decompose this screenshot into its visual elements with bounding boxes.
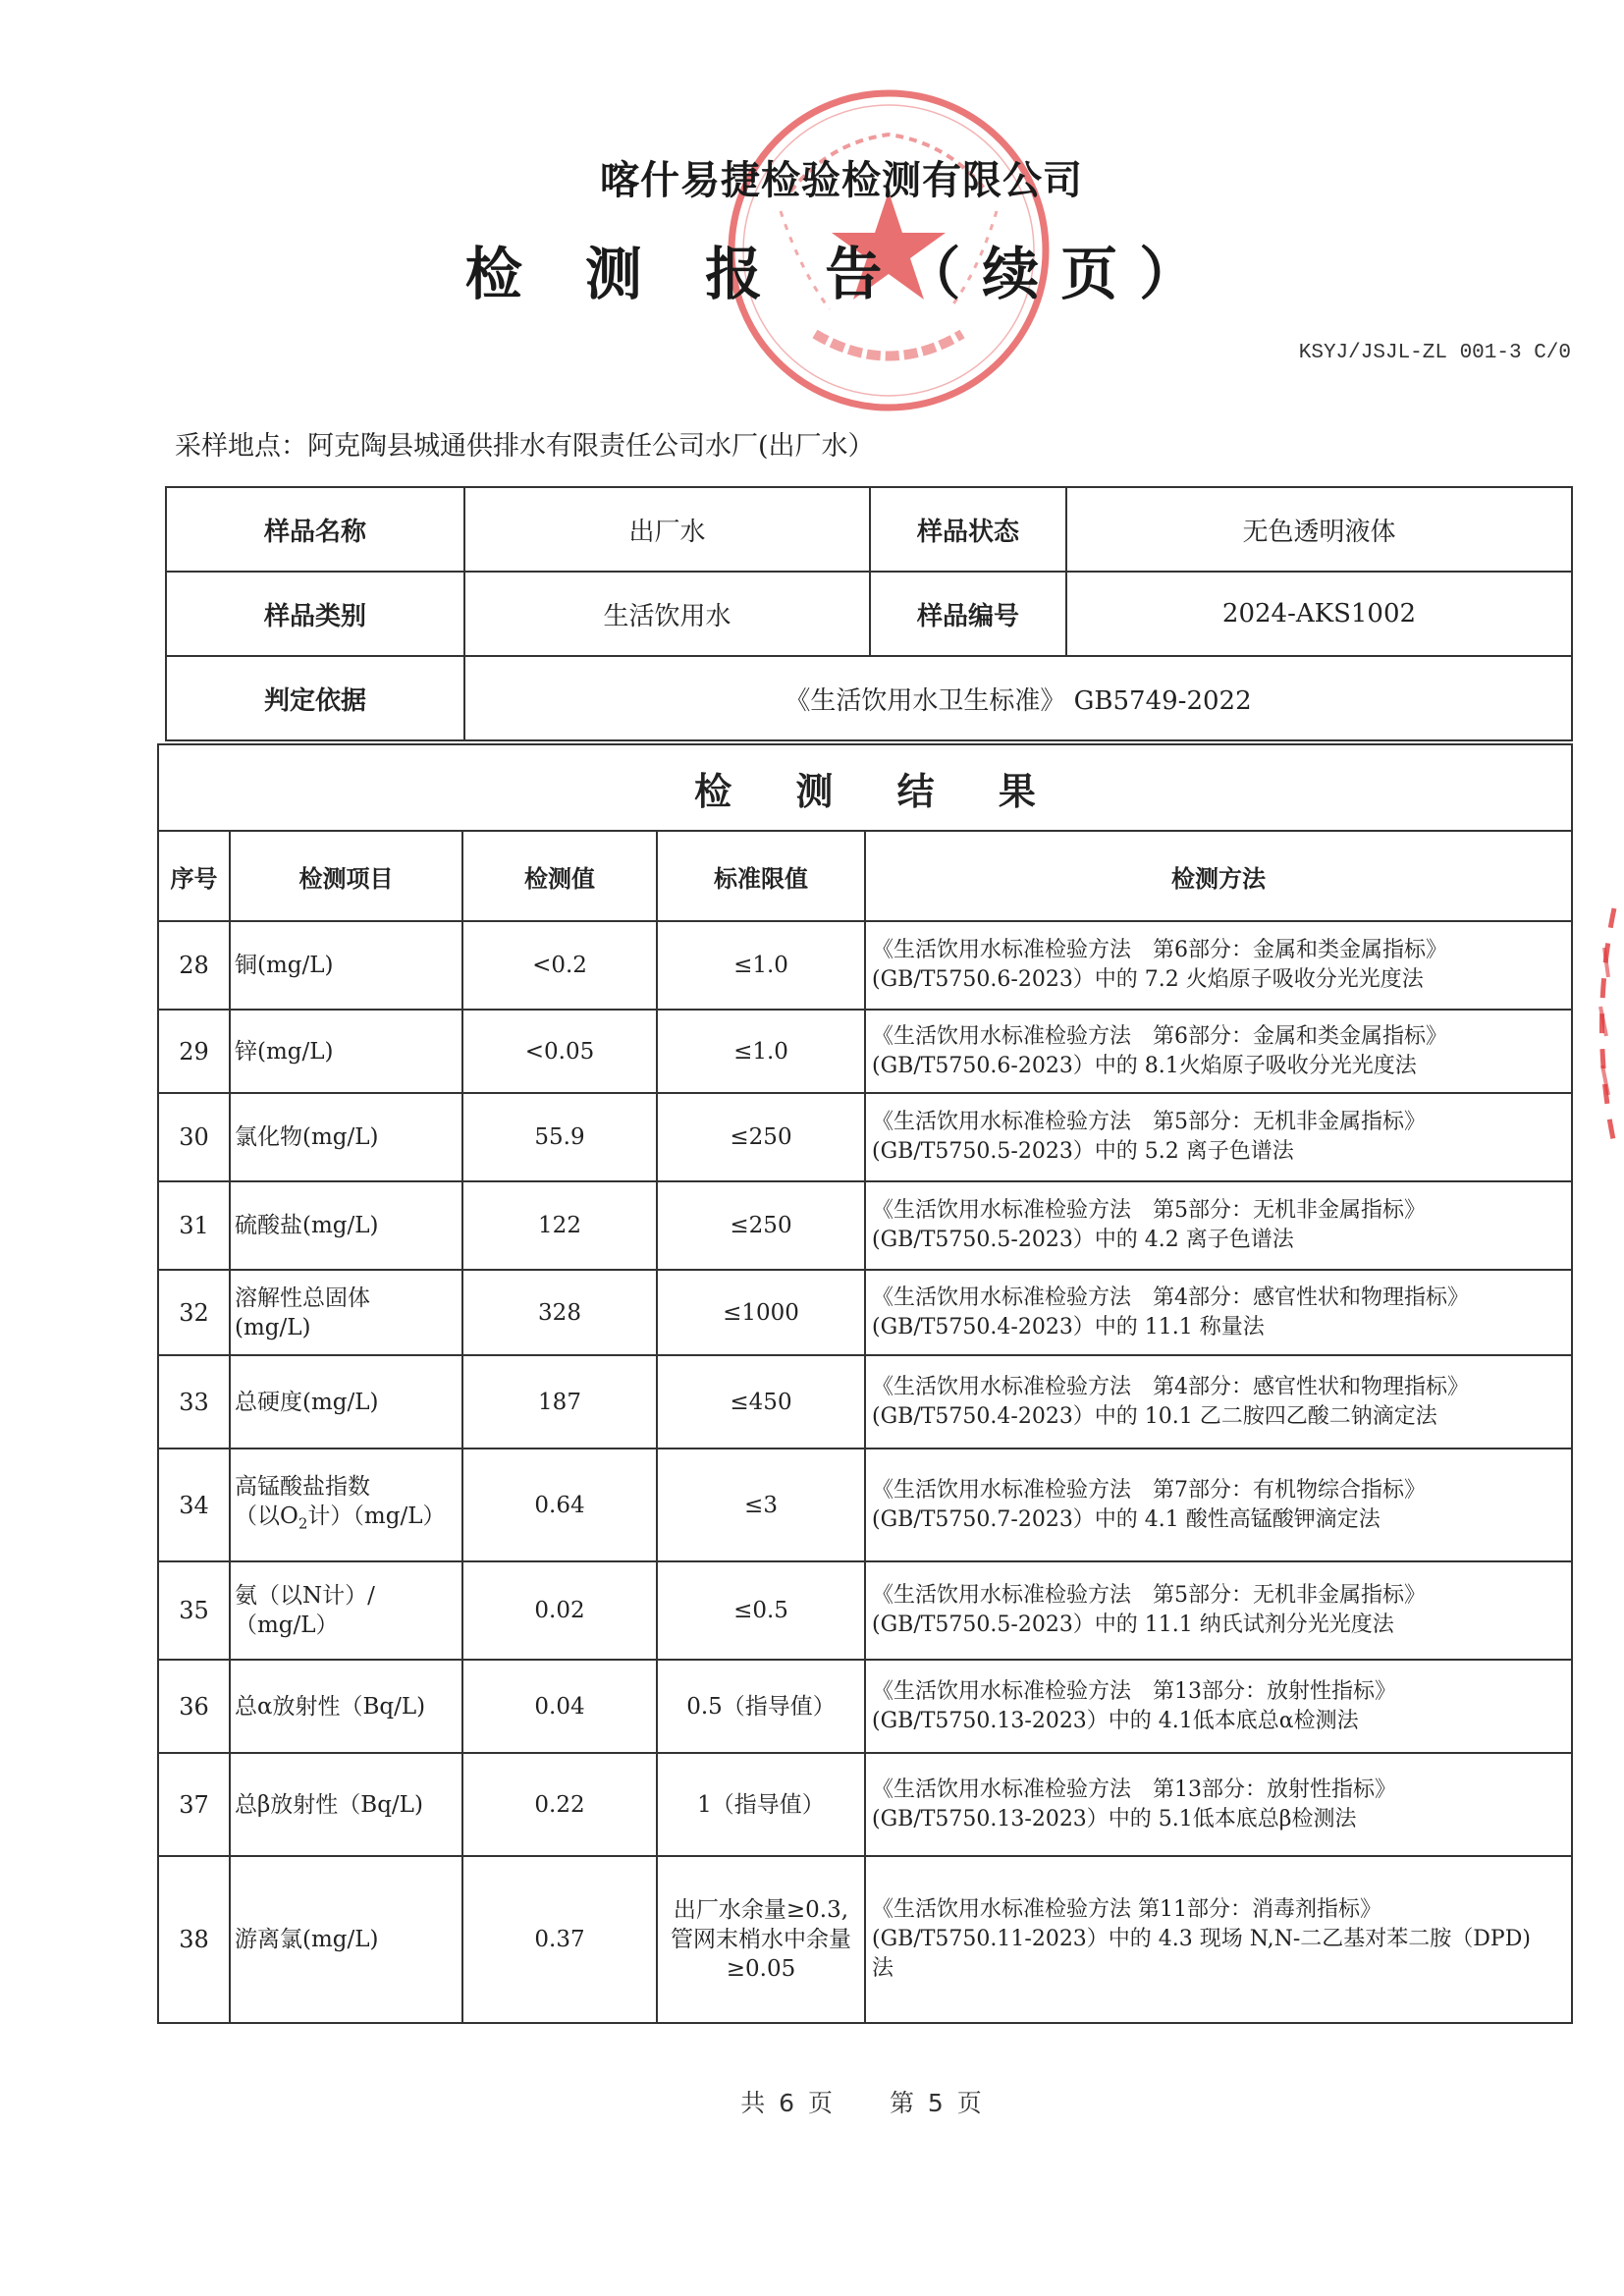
method-line: 《生活饮用水标准检验方法 第4部分：感官性状和物理指标》 bbox=[872, 1285, 1469, 1310]
sample-category-value: 生活饮用水 bbox=[464, 572, 870, 656]
sample-info-row bbox=[166, 656, 1572, 740]
company-name: 喀什易捷检验检测有限公司 bbox=[600, 158, 1083, 203]
sample-state-value: 无色透明液体 bbox=[1066, 487, 1572, 572]
method-line: 《生活饮用水标准检验方法 第5部分：无机非金属指标》 bbox=[872, 1583, 1426, 1608]
method-line: (GB/T5750.13-2023）中的 4.1低本底总α检测法 bbox=[872, 1708, 1359, 1733]
table-row bbox=[158, 1010, 1572, 1093]
row-item bbox=[230, 1561, 462, 1660]
limit-line: ≥0.05 bbox=[726, 1956, 796, 1982]
row-method bbox=[865, 1010, 1572, 1093]
row-no: 28 bbox=[158, 921, 230, 1010]
row-value: 187 bbox=[462, 1355, 657, 1449]
row-limit: ≤1.0 bbox=[657, 1010, 865, 1093]
row-method bbox=[865, 1355, 1572, 1449]
sample-name-value: 出厂水 bbox=[464, 487, 870, 572]
method-line: (GB/T5750.5-2023）中的 4.2 离子色谱法 bbox=[872, 1228, 1294, 1252]
col-header-item: 检测项目 bbox=[230, 831, 462, 921]
row-no: 35 bbox=[158, 1561, 230, 1660]
row-limit: ≤3 bbox=[657, 1449, 865, 1561]
sample-info-row bbox=[166, 487, 1572, 572]
row-limit: ≤1000 bbox=[657, 1270, 865, 1355]
method-line: 《生活饮用水标准检验方法 第11部分：消毒剂指标》 bbox=[872, 1897, 1381, 1922]
row-no: 38 bbox=[158, 1856, 230, 2023]
item-line: （以$O_2$计）（mg/L） bbox=[235, 1503, 446, 1533]
row-limit: 0.5（指导值） bbox=[657, 1660, 865, 1753]
row-method bbox=[865, 1660, 1572, 1753]
document-code: KSYJ/JSJL-ZL 001-3 C/0 bbox=[1298, 342, 1571, 364]
row-value: 0.37 bbox=[462, 1856, 657, 2023]
table-row bbox=[158, 1753, 1572, 1856]
row-value: 55.9 bbox=[462, 1093, 657, 1181]
row-value: 122 bbox=[462, 1181, 657, 1270]
limit-line: 出厂水余量≥0.3, bbox=[673, 1897, 849, 1923]
method-line: 《生活饮用水标准检验方法 第13部分：放射性指标》 bbox=[872, 1678, 1396, 1704]
limit-line: 管网末梢水中余量 bbox=[671, 1927, 851, 1952]
report-title: 检 测 报 告（续页） bbox=[464, 241, 1218, 307]
row-no: 31 bbox=[158, 1181, 230, 1270]
row-method bbox=[865, 1561, 1572, 1660]
row-item bbox=[230, 1449, 462, 1561]
row-method bbox=[865, 1753, 1572, 1856]
table-row bbox=[158, 1355, 1572, 1449]
row-item: 锌(mg/L) bbox=[230, 1010, 462, 1093]
table-row bbox=[158, 1181, 1572, 1270]
row-value: 0.22 bbox=[462, 1753, 657, 1856]
col-header-method: 检测方法 bbox=[865, 831, 1572, 921]
judgment-basis-value: 《生活饮用水卫生标准》 GB5749-2022 bbox=[464, 656, 1572, 740]
row-value: 0.02 bbox=[462, 1561, 657, 1660]
row-no: 34 bbox=[158, 1449, 230, 1561]
results-title: 检 测 结 果 bbox=[158, 744, 1572, 831]
row-method bbox=[865, 921, 1572, 1010]
sample-category-label: 样品类别 bbox=[166, 572, 464, 656]
row-value: <0.2 bbox=[462, 921, 657, 1010]
table-row bbox=[158, 1856, 1572, 2023]
method-line: (GB/T5750.4-2023）中的 11.1 称量法 bbox=[872, 1314, 1265, 1339]
row-no: 33 bbox=[158, 1355, 230, 1449]
row-item: 铜(mg/L) bbox=[230, 921, 462, 1010]
row-no: 37 bbox=[158, 1753, 230, 1856]
row-limit: ≤250 bbox=[657, 1181, 865, 1270]
edge-seal-fragment bbox=[1565, 889, 1624, 1164]
current-page: 第 5 页 bbox=[889, 2089, 982, 2117]
sample-state-label: 样品状态 bbox=[870, 487, 1066, 572]
row-limit: ≤0.5 bbox=[657, 1561, 865, 1660]
method-line: (GB/T5750.7-2023）中的 4.1 酸性高锰酸钾滴定法 bbox=[872, 1506, 1380, 1532]
table-row bbox=[158, 1561, 1572, 1660]
method-line: (GB/T5750.4-2023）中的 10.1 乙二胺四乙酸二钠滴定法 bbox=[872, 1403, 1437, 1429]
row-value: <0.05 bbox=[462, 1010, 657, 1093]
row-item: 硫酸盐(mg/L) bbox=[230, 1181, 462, 1270]
table-row bbox=[158, 1449, 1572, 1561]
row-value: 0.64 bbox=[462, 1449, 657, 1561]
row-limit: 1（指导值） bbox=[657, 1753, 865, 1856]
sample-info-row bbox=[166, 572, 1572, 656]
sample-number-label: 样品编号 bbox=[870, 572, 1066, 656]
row-limit bbox=[657, 1856, 865, 2023]
row-no: 36 bbox=[158, 1660, 230, 1753]
table-row bbox=[158, 1093, 1572, 1181]
method-line: (GB/T5750.5-2023）中的 5.2 离子色谱法 bbox=[872, 1139, 1294, 1164]
item-line: 氨（以N计）/ bbox=[235, 1583, 375, 1609]
method-line: 《生活饮用水标准检验方法 第13部分：放射性指标》 bbox=[872, 1777, 1396, 1802]
results-table bbox=[157, 743, 1573, 2024]
sampling-location: 采样地点：阿克陶县城通供排水有限责任公司水厂(出厂水） bbox=[175, 431, 875, 462]
method-line: 法 bbox=[872, 1956, 894, 1981]
method-line: (GB/T5750.13-2023）中的 5.1低本底总β检测法 bbox=[872, 1806, 1357, 1831]
item-line: （mg/L） bbox=[235, 1613, 339, 1638]
method-line: 《生活饮用水标准检验方法 第6部分：金属和类金属指标》 bbox=[872, 1023, 1447, 1049]
method-line: (GB/T5750.6-2023）中的 7.2 火焰原子吸收分光光度法 bbox=[872, 967, 1424, 992]
item-line: (mg/L) bbox=[235, 1314, 311, 1340]
sample-info-table bbox=[165, 486, 1573, 741]
row-item bbox=[230, 1270, 462, 1355]
row-no: 29 bbox=[158, 1010, 230, 1093]
row-method bbox=[865, 1856, 1572, 2023]
method-line: (GB/T5750.6-2023）中的 8.1火焰原子吸收分光光度法 bbox=[872, 1053, 1417, 1078]
row-limit: ≤1.0 bbox=[657, 921, 865, 1010]
method-line: 《生活饮用水标准检验方法 第5部分：无机非金属指标》 bbox=[872, 1198, 1426, 1223]
row-value: 328 bbox=[462, 1270, 657, 1355]
row-method bbox=[865, 1449, 1572, 1561]
row-no: 32 bbox=[158, 1270, 230, 1355]
row-item: 游离氯(mg/L) bbox=[230, 1856, 462, 2023]
results-header-row bbox=[158, 831, 1572, 921]
row-method bbox=[865, 1270, 1572, 1355]
item-line: 高锰酸盐指数 bbox=[235, 1473, 370, 1500]
method-line: (GB/T5750.11-2023）中的 4.3 现场 N,N-二乙基对苯二胺（DPD) bbox=[872, 1927, 1531, 1951]
row-item: 总β放射性（Bq/L) bbox=[230, 1753, 462, 1856]
judgment-basis-label: 判定依据 bbox=[166, 656, 464, 740]
table-row bbox=[158, 921, 1572, 1010]
table-row bbox=[158, 1660, 1572, 1753]
row-item: 氯化物(mg/L) bbox=[230, 1093, 462, 1181]
method-line: 《生活饮用水标准检验方法 第4部分：感官性状和物理指标》 bbox=[872, 1374, 1469, 1399]
method-line: 《生活饮用水标准检验方法 第5部分：无机非金属指标》 bbox=[872, 1110, 1426, 1134]
method-line: (GB/T5750.5-2023）中的 11.1 纳氏试剂分光光度法 bbox=[872, 1613, 1394, 1637]
row-item: 总硬度(mg/L) bbox=[230, 1355, 462, 1449]
item-line: 溶解性总固体 bbox=[235, 1285, 370, 1311]
table-row bbox=[158, 1270, 1572, 1355]
method-line: 《生活饮用水标准检验方法 第7部分：有机物综合指标》 bbox=[872, 1477, 1426, 1503]
total-pages: 共 6 页 bbox=[740, 2089, 834, 2117]
page-footer bbox=[0, 2084, 1624, 2119]
row-item: 总α放射性（Bq/L) bbox=[230, 1660, 462, 1753]
row-no: 30 bbox=[158, 1093, 230, 1181]
row-value: 0.04 bbox=[462, 1660, 657, 1753]
sample-name-label: 样品名称 bbox=[166, 487, 464, 572]
row-limit: ≤250 bbox=[657, 1093, 865, 1181]
col-header-no: 序号 bbox=[158, 831, 230, 921]
row-method bbox=[865, 1093, 1572, 1181]
method-line: 《生活饮用水标准检验方法 第6部分：金属和类金属指标》 bbox=[872, 938, 1447, 962]
sample-number-value: 2024-AKS1002 bbox=[1066, 572, 1572, 656]
col-header-value: 检测值 bbox=[462, 831, 657, 921]
row-limit: ≤450 bbox=[657, 1355, 865, 1449]
row-method bbox=[865, 1181, 1572, 1270]
col-header-limit: 标准限值 bbox=[657, 831, 865, 921]
